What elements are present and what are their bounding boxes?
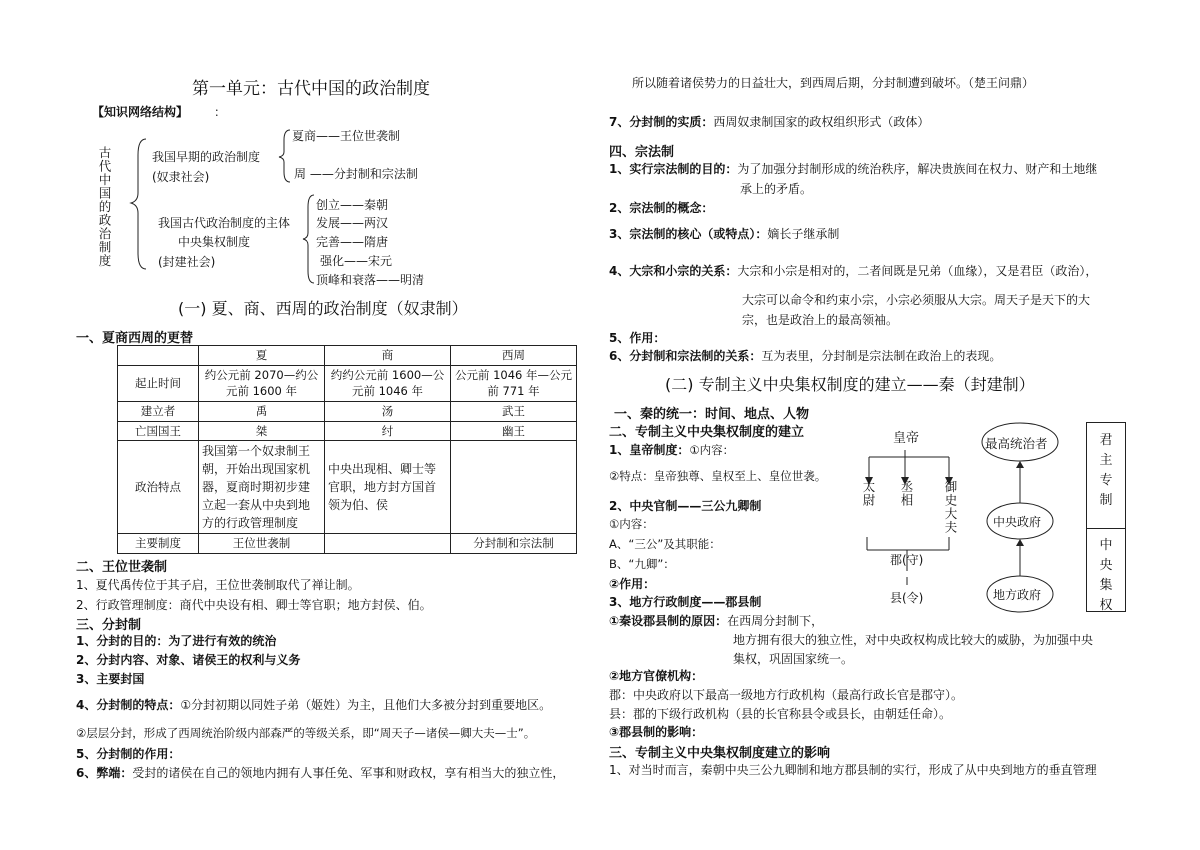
- enfeoffment-item-2: 2、分封内容、对象、诸侯王的权利与义务: [76, 653, 301, 667]
- heading-centralization: 二、专制主义中央集权制度的建立: [609, 425, 805, 440]
- junxian-reason: ①秦设郡县制的原因：在西周分封制下，: [609, 614, 824, 628]
- yushi-node: 御史大夫: [943, 480, 958, 534]
- dynasty-table: [117, 345, 577, 554]
- enfeoffment-item-6: 6、弊端：受封的诸侯在自己的领地内拥有人事任免、军事和财政权，享有相当大的独立性，: [76, 766, 565, 780]
- top-ruler-node: 最高统治者: [985, 436, 1048, 451]
- enfeoffment-item-1: 1、分封的目的：为了进行有效的统治: [76, 634, 277, 648]
- table-cell: 幽王: [451, 421, 577, 441]
- central-gov-node: 中央政府: [993, 515, 1042, 529]
- table-cell: 政治特点: [118, 441, 199, 534]
- local-admin: 3、地方行政制度——郡县制: [609, 595, 762, 609]
- chengxiang-node: 丞相: [899, 480, 914, 507]
- table-header-cell: 夏: [199, 346, 325, 366]
- table-row: [118, 402, 577, 422]
- tree-stage-5: 顶峰和衰落——明清: [316, 273, 425, 287]
- tree-root: 古代中国的政治制度: [97, 146, 112, 268]
- central-authority-label-text: [1087, 536, 1125, 617]
- clan-item-2: 2、宗法制的概念：: [609, 201, 714, 215]
- knowledge-network-label: 【知识网络结构】: [92, 105, 189, 119]
- tree-stage-4: 强化——宋元: [320, 254, 393, 268]
- system-box-divider: [1087, 528, 1125, 529]
- clan-item-4: 4、大宗和小宗的关系：大宗和小宗是相对的，二者间既是兄弟（血缘），又是君臣（政治），: [609, 264, 1098, 278]
- tree-main-1: 我国古代政治制度的主体: [158, 216, 291, 230]
- clan-item-5: 5、作用：: [609, 331, 666, 345]
- central-authority-label-text-char: 中: [1099, 538, 1113, 553]
- clan-item-3: 3、宗法制的核心（或特点）：嫡长子继承制: [609, 227, 840, 241]
- enfeoffment-item-3: 3、主要封国: [76, 672, 145, 686]
- heading-clan-system: 四、宗法制: [609, 145, 675, 160]
- absolute-monarchy-label-text-char: 君: [1099, 433, 1113, 448]
- clan-item-1: 1、实行宗法制的目的：为了加强分封制形成的统治秩序，解决贵族间在权力、财产和土地继: [609, 162, 1098, 176]
- local-bureaucracy: ②地方官僚机构：: [609, 669, 704, 683]
- table-cell: 禹: [199, 402, 325, 422]
- xian-desc: 县：郡的下级行政机构（县的长官称县令或县长，由朝廷任命）。: [609, 707, 952, 721]
- table-cell: 亡国国王: [118, 421, 199, 441]
- junxian-impact: ③郡县制的影响：: [609, 725, 704, 739]
- nine-ministers: B、“九卿”：: [609, 557, 675, 571]
- enfeoffment-item-5: 5、分封制的作用：: [76, 747, 181, 761]
- system-label-box: [1086, 422, 1126, 612]
- junxian-reason-cont2: 集权，巩固国家统一。: [733, 652, 854, 666]
- table-row: [118, 421, 577, 441]
- central-content: ①内容：: [609, 517, 654, 531]
- table-cell: 起止时间: [118, 365, 199, 401]
- tree-xia-shang: 夏商——王位世袭制: [292, 129, 401, 143]
- table-cell: 王位世袭制: [199, 534, 325, 554]
- table-cell: 桀: [199, 421, 325, 441]
- tree-early-sub: (奴隶社会): [152, 170, 210, 184]
- table-cell: 武王: [451, 402, 577, 422]
- table-cell: 约公元前 2070—约公元前 1600 年: [199, 365, 325, 401]
- central-role: ②作用：: [609, 577, 656, 591]
- table-cell: 纣: [325, 421, 451, 441]
- table-row: [118, 365, 577, 401]
- emperor-node: 皇帝: [893, 431, 920, 446]
- clan-item-6: 6、分封制和宗法制的关系：互为表里，分封制是宗法制在政治上的表现。: [609, 349, 1002, 363]
- clan-item-4-cont: 大宗可以命令和约束小宗，小宗必须服从大宗。周天子是天下的大: [742, 293, 1091, 307]
- enfeoffment-item-4-cont: ②层层分封，形成了西周统治阶级内部森严的等级关系，即“周天子—诸侯—卿大夫—士”。: [76, 726, 536, 740]
- essence-line: 7、分封制的实质：西周奴隶制国家的政权组织形式（政体）: [609, 115, 930, 129]
- absolute-monarchy-label-text-char: 专: [1099, 473, 1113, 489]
- tree-zhou: 周 ——分封制和宗法制: [294, 167, 418, 181]
- section-1-title: (一) 夏、商、西周的政治制度（奴隶制）: [178, 299, 468, 318]
- tree-early: 我国早期的政治制度: [152, 150, 261, 164]
- hereditary-item-1: 1、夏代禹传位于其子启，王位世袭制取代了禅让制。: [76, 578, 360, 592]
- tree-stage-3: 完善——隋唐: [316, 235, 389, 249]
- central-authority-label-text-char: 央: [1099, 558, 1113, 574]
- table-row: [118, 534, 577, 554]
- table-header-cell: 西周: [451, 346, 577, 366]
- continued-text: 所以随着诸侯势力的日益壮大，到西周后期，分封制遭到破坏。（楚王问鼎）: [632, 76, 1035, 90]
- table-cell: [325, 534, 451, 554]
- table-cell: 建立者: [118, 402, 199, 422]
- table-cell: 中央出现相、卿士等官职，地方封方国首领为伯、侯: [325, 441, 451, 534]
- absolute-monarchy-label-text-char: 主: [1099, 453, 1113, 469]
- clan-item-4-cont2: 宗，也是政治上的最高领袖。: [742, 313, 899, 327]
- hereditary-item-2: 2、行政管理制度：商代中央设有相、卿士等官职；地方封侯、伯。: [76, 598, 432, 612]
- qin-unification: 一、秦的统一：时间、地点、人物: [614, 407, 810, 422]
- table-row: [118, 441, 577, 534]
- absolute-monarchy-label-text: [1087, 431, 1125, 512]
- three-dukes: A、“三公”及其职能：: [609, 537, 721, 551]
- absolute-monarchy-label-text-char: 制: [1099, 493, 1113, 509]
- tree-stage-2: 发展——两汉: [316, 216, 389, 230]
- tree-main-3: (封建社会): [158, 255, 216, 269]
- table-cell: 公元前 1046 年—公元前 771 年: [451, 365, 577, 401]
- central-authority-label-text-char: 集: [1099, 578, 1113, 594]
- heading-hereditary: 二、王位世袭制: [76, 560, 168, 575]
- xian-node: 县(令): [890, 591, 924, 605]
- tree-stage-1: 创立——秦朝: [316, 198, 389, 212]
- table-cell: 我国第一个奴隶制王朝，开始出现国家机器，夏商时期初步建立起一套从中央到地方的行政管理制度: [199, 441, 325, 534]
- tree-main-2: 中央集权制度: [178, 235, 251, 249]
- clan-item-1-cont: 承上的矛盾。: [740, 182, 813, 196]
- table-cell: 主要制度: [118, 534, 199, 554]
- table-cell: 汤: [325, 402, 451, 422]
- emperor-system: 1、皇帝制度：①内容：: [609, 443, 735, 457]
- jun-desc: 郡：中央政府以下最高一级地方行政机构（最高行政长官是郡守）。: [609, 688, 964, 702]
- page-title: 第一单元：古代中国的政治制度: [192, 79, 430, 99]
- impact-item-1: 1、对当时而言，秦朝中央三公九卿制和地方郡县制的实行，形成了从中央到地方的垂直管理: [609, 763, 1097, 777]
- junxian-reason-cont: 地方拥有很大的独立性，对中央政权构成比较大的威胁，为加强中央: [733, 633, 1094, 647]
- taiwei-node: 太尉: [861, 480, 876, 507]
- table-header-cell: [118, 346, 199, 366]
- table-header-cell: 商: [325, 346, 451, 366]
- table-cell: [451, 441, 577, 534]
- jun-node: 郡(守): [890, 553, 924, 567]
- enfeoffment-item-4: 4、分封制的特点：①分封初期以同姓子弟（姬姓）为主，且他们大多被分封到重要地区。: [76, 698, 552, 712]
- table-cell: 约约公元前 1600—公元前 1046 年: [325, 365, 451, 401]
- table-cell: 分封制和宗法制: [451, 534, 577, 554]
- central-officials: 2、中央官制——三公九卿制: [609, 499, 762, 513]
- emperor-features: ②特点：皇帝独尊、皇权至上、皇位世袭。: [609, 469, 827, 483]
- local-gov-node: 地方政府: [993, 588, 1042, 602]
- section-2-title: (二) 专制主义中央集权制度的建立——秦（封建制）: [665, 375, 1035, 394]
- heading-enfeoffment: 三、分封制: [76, 618, 142, 633]
- knowledge-network-colon: ：: [214, 105, 227, 119]
- central-authority-label-text-char: 权: [1099, 598, 1113, 614]
- qin-structure-lines: [855, 425, 985, 615]
- heading-impact: 三、专制主义中央集权制度建立的影响: [609, 746, 831, 761]
- table-header-row: [118, 346, 577, 366]
- heading-xia-shang-zhou: 一、夏商西周的更替: [76, 331, 194, 346]
